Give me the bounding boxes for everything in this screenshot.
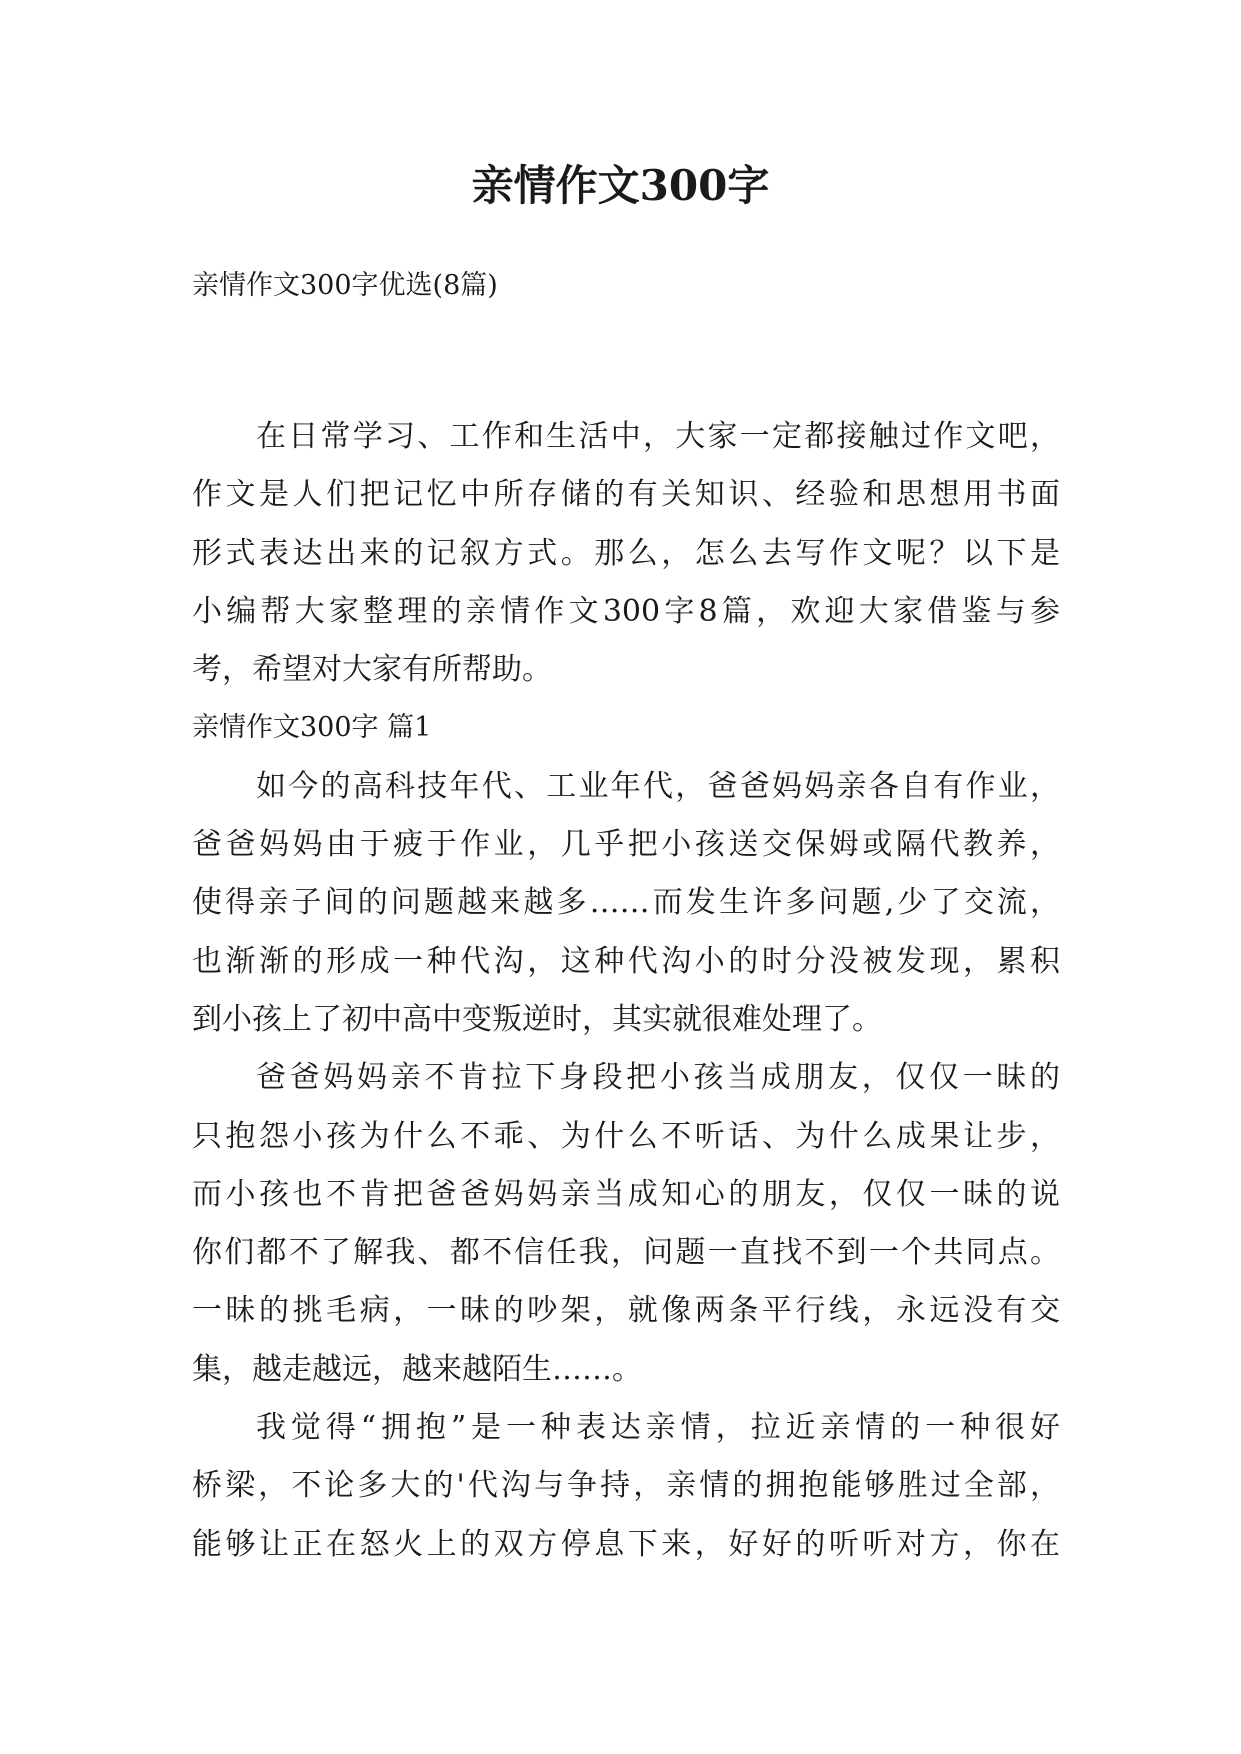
paragraph-line: 我觉得“拥抱”是一种表达亲情，拉近亲情的一种很好 [256,1410,1060,1446]
section-heading: 亲情作文300字 篇1 [192,712,432,744]
paragraph-line: 你们都不了解我、都不信任我，问题一直找不到一个共同点。 [192,1235,1060,1271]
paragraph-line: 爸爸妈妈由于疲于作业，几乎把小孩送交保姆或隔代教养， [192,827,1060,863]
paragraph-line: 也渐渐的形成一种代沟，这种代沟小的时分没被发现，累积 [192,943,1060,979]
document-title: 亲情作文300字 [471,161,770,210]
paragraph-line: 在日常学习、工作和生活中，大家一定都接触过作文吧， [256,419,1060,454]
paragraph-line: 而小孩也不肯把爸爸妈妈亲当成知心的朋友，仅仅一昧的说 [192,1176,1060,1212]
paragraph-line: 如今的高科技年代、工业年代，爸爸妈妈亲各自有作业， [256,768,1060,804]
paragraph-line: 集，越走越远，越来越陌生……。 [192,1351,642,1387]
paragraph-line: 作文是人们把记忆中所存储的有关知识、经验和思想用书面 [192,477,1060,513]
paragraph-line: 桥梁，不论多大的'代沟与争持，亲情的拥抱能够胜过全部， [192,1468,1060,1504]
paragraph-line: 形式表达出来的记叙方式。那么，怎么去写作文呢？以下是 [192,535,1060,571]
paragraph-line: 使得亲子间的问题越来越多……而发生许多问题,少了交流， [192,885,1060,921]
paragraph-line: 爸爸妈妈亲不肯拉下身段把小孩当成朋友，仅仅一昧的 [256,1060,1060,1096]
paragraph-line: 到小孩上了初中高中变叛逆时，其实就很难处理了。 [192,1001,882,1037]
paragraph-line: 一昧的挑毛病，一昧的吵架，就像两条平行线，永远没有交 [192,1293,1060,1329]
paragraph-line: 能够让正在怒火上的双方停息下来，好好的听听对方，你在 [192,1526,1060,1562]
paragraph-line: 只抱怨小孩为什么不乖、为什么不听话、为什么成果让步， [192,1118,1060,1154]
paragraph-line: 小编帮大家整理的亲情作文300字8篇，欢迎大家借鉴与参 [192,593,1060,629]
document-subtitle: 亲情作文300字优选(8篇) [192,270,498,301]
document-body [192,408,1060,1574]
paragraph-line: 考，希望对大家有所帮助。 [192,652,552,688]
